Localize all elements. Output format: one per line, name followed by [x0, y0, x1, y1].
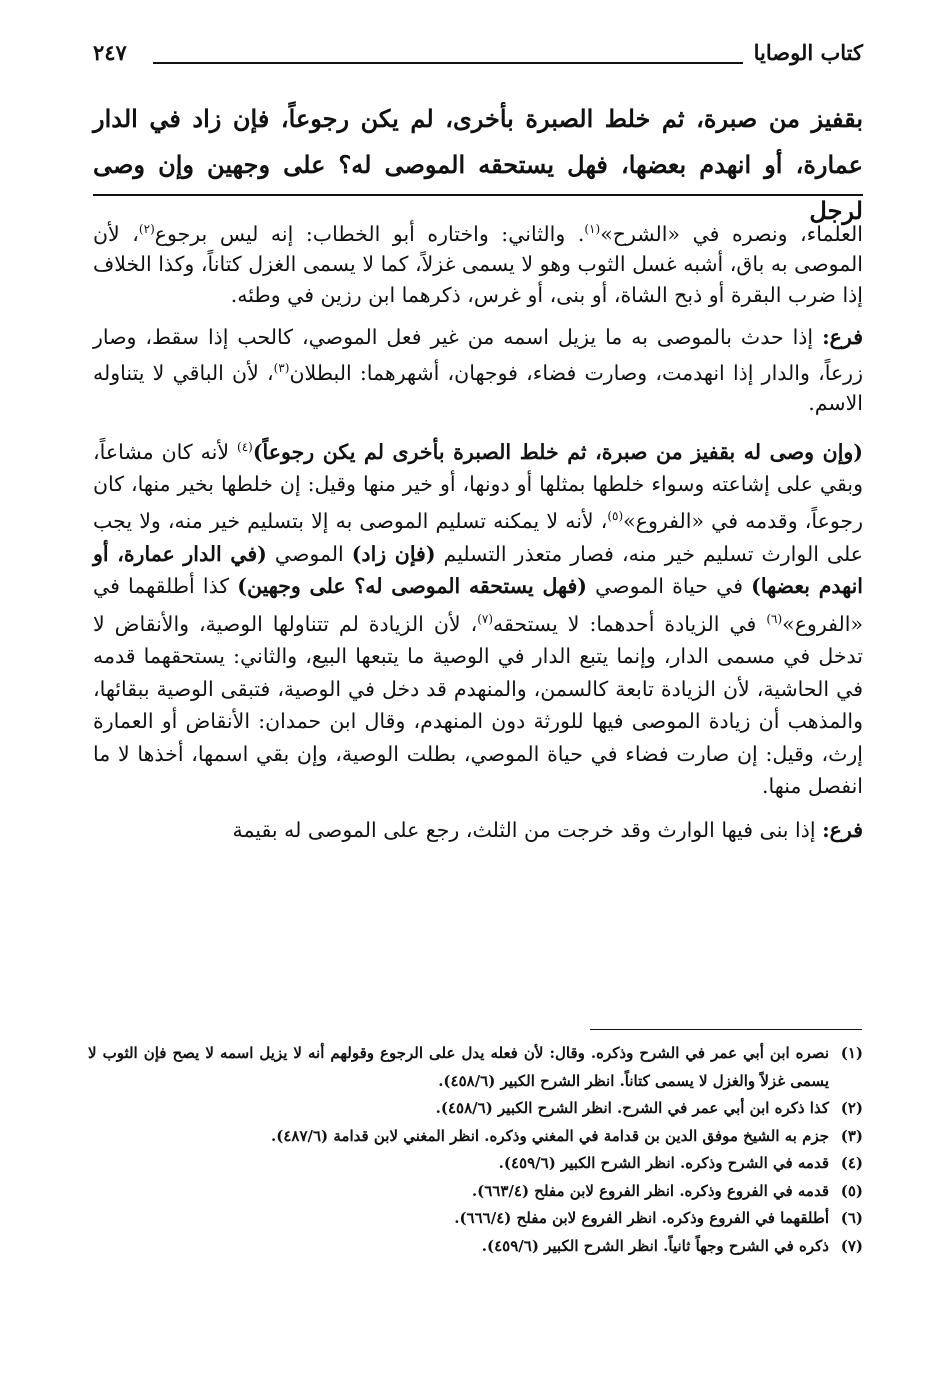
far-label: فرع:: [822, 817, 863, 842]
footnote-item: (٥) قدمه في الفروع وذكره. انظر الفروع لابن مفلح (٦٦٣/٤).: [471, 1181, 863, 1200]
footnote-item: (٧) ذكره في الشرح وجهاً ثانياً. انظر الشرح الكبير (٤٥٩/٦).: [481, 1236, 863, 1255]
paragraph-2-far: فرع: إذا حدث بالموصى به ما يزيل اسمه من غير فعل الموصي، كالحب إذا سقط، وصار زرعاً، والدار إذا انهدمت، وصارت فضاء، فوجهان، أشهرهما: البطلان$^{(٣)}$، لأن الباقي لا يتناوله الاسم.: [93, 325, 863, 416]
footnote-item: (٣) جزم به الشيخ موفق الدين بن قدامة في المغني وذكره. انظر المغني لابن قدامة (٤٨٧/٦).: [271, 1126, 863, 1145]
footnote-ref-2: (٢): [138, 222, 155, 236]
quoted-matn-3: (في الدار عمارة، أو انهدم بعضها): [93, 541, 863, 599]
footnotes: [88, 1040, 863, 1260]
quoted-matn-4: (فهل يستحقه الموصى له؟ على وجهين): [237, 574, 587, 599]
footnote-ref-3: (٣): [273, 360, 290, 375]
footnote-item: (٦) أطلقهما في الفروع وذكره. انظر الفروع لابن مفلح (٦٦٦/٤).: [454, 1209, 863, 1227]
quoted-matn-1: (وإن وصى له بقفيز من صبرة، ثم خلط الصبرة بأخرى لم يكن رجوعاً): [252, 439, 863, 464]
paragraph-1: العلماء، ونصره في «الشرح»$^{(١)}$. والثاني: واختاره أبو الخطاب: إنه ليس برجوع$^{(٢)}$، لأن الموصى به باق، أشبه غسل الثوب وهو لا يسمى غزلاً، كما لا يسمى الغزل كتاناً، وكذا الخلاف إذا ضرب البقرة أو ذبح الشاة، أو بنى، أو غرس، ذكرهما ابن رزين في وطئه.: [93, 221, 863, 307]
commentary-body: [93, 214, 863, 857]
footnote-ref-5: (٥): [607, 509, 624, 524]
footnote-item: (٢) كذا ذكره ابن أبي عمر في الشرح. انظر الشرح الكبير (٤٥٨/٦).: [435, 1099, 863, 1117]
footnote-item: (٤) قدمه في الشرح وذكره. انظر الشرح الكبير (٤٥٩/٦).: [498, 1154, 863, 1172]
far-label: فرع:: [822, 325, 863, 350]
page-number: ٢٤٧: [93, 40, 127, 65]
footnote-ref-6: (٦): [766, 611, 783, 626]
matn-separator: [93, 194, 863, 196]
footnote-rule: [590, 1029, 862, 1030]
footnote-ref-7: (٧): [477, 611, 494, 626]
footnote-ref-4: (٤): [237, 439, 253, 454]
quoted-matn-2: (فإن زاد): [351, 541, 436, 566]
paragraph-4-far: فرع: إذا بنى فيها الوارث وقد خرجت من الثلث، رجع على الموصى له بقيمة: [232, 817, 863, 842]
running-header: [93, 40, 863, 74]
footnote-ref-1: (١): [584, 222, 601, 236]
matn-text: بقفيز من صبرة، ثم خلط الصبرة بأخرى، لم يكن رجوعاً، فإن زاد في الدار عمارة، أو انهدم بعضها، فهل يستحقه الموصى له؟ على وجهين وإن وصى لرجل: [93, 104, 863, 225]
paragraph-3-sharh: (وإن وصى له بقفيز من صبرة، ثم خلط الصبرة بأخرى لم يكن رجوعاً)$^{(٤)}$ لأنه كان مشاعاً، وبقي على إشاعته وسواء خلطها بمثلها أو دونها، أو خير منها وقيل: إن خلطها بخير منها، كان رجوعاً، وقدمه في «الفروع»$^{(٥)}$، لأنه لا يمكنه تسليم الموصى به إلا بتسليم خير منه، ولا يجب على الوارث تسليم خير منه، فصار متعذر التسليم (فإن زاد) الموصي (في الدار عمارة، أو انهدم بعضها) في حياة الموصي (فهل يستحقه الموصى له؟ على وجهين) كذا أطلقهما في «الفروع»$^{(٦)}$ في الزيادة أحدهما: لا يستحقه$^{(٧)}$، لأن الزيادة لم تتناولها الوصية، والأنقاض لا تدخل في مسمى الدار، وإنما يتبع الدار في الوصية ما يتبعها البيع، والثاني: يستحقهما قدمه في الحاشية، لأن الزيادة تابعة كالسمن، والمنهدم قد دخل في الوصية، فتبقى الوصية ببقائها، والمذهب أن زيادة الموصى فيها للورثة دون المنهدم، وقال ابن حمدان: الأنقاض أو العمارة إرث، وقيل: إن صارت فضاء في حياة الموصي، بطلت الوصية، وإن بقي اسمها، أخذها لا ما انفصل منها.: [93, 439, 863, 799]
footnote-item: (١) نصره ابن أبي عمر في الشرح وذكره. وقال: لأن فعله يدل على الرجوع وقولهم أنه لا يزيل اسمه لا يصح فإن الثوب لا يسمى غزلاً والغزل لا يسمى كتاناً. انظر الشرح الكبير (٤٥٨/٦).: [88, 1044, 863, 1090]
header-rule: [153, 62, 743, 64]
chapter-title: كتاب الوصايا: [753, 40, 863, 65]
